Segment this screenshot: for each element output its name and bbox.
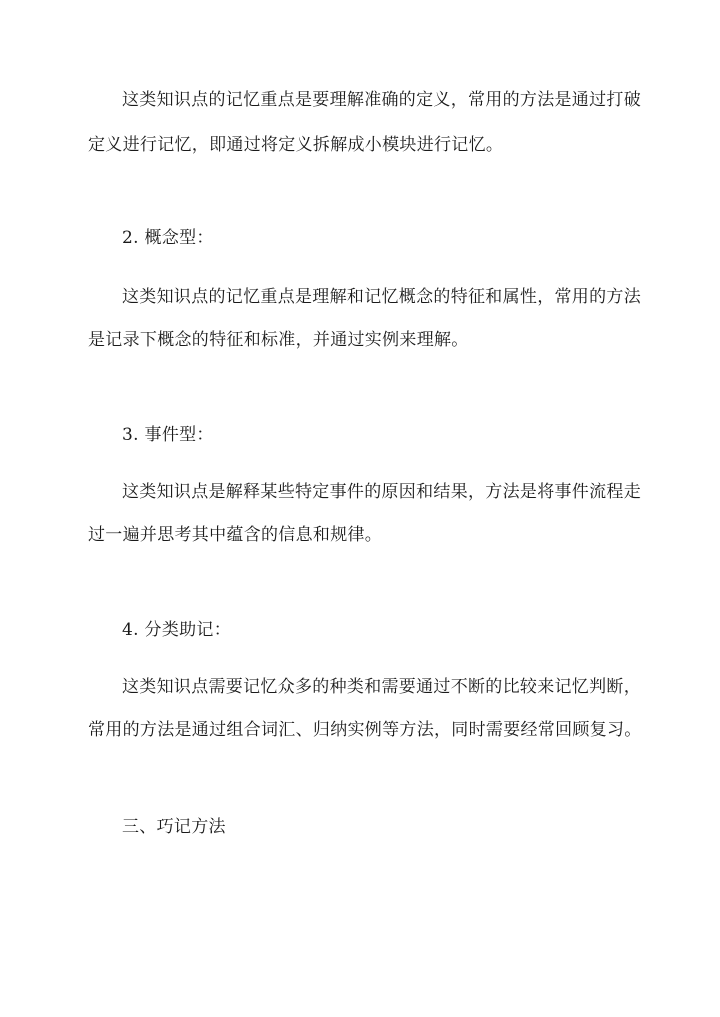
heading-classification-aid: 4. 分类助记： (122, 620, 232, 640)
section-heading-memory-methods: 三、巧记方法 (122, 817, 226, 837)
paragraph-event-line-2: 过一遍并思考其中蕴含的信息和规律。 (88, 525, 383, 545)
heading-concept-type: 2. 概念型： (122, 228, 214, 248)
paragraph-event-line-1: 这类知识点是解释某些特定事件的原因和结果，方法是将事件流程走 (122, 482, 641, 502)
paragraph-definition-line-2: 定义进行记忆，即通过将定义拆解成小模块进行记忆。 (88, 135, 504, 155)
paragraph-concept-line-1: 这类知识点的记忆重点是理解和记忆概念的特征和属性，常用的方法 (122, 287, 641, 307)
paragraph-concept-line-2: 是记录下概念的特征和标准，并通过实例来理解。 (88, 330, 469, 350)
heading-event-type: 3. 事件型： (122, 425, 214, 445)
paragraph-classification-line-1: 这类知识点需要记忆众多的种类和需要通过不断的比较来记忆判断， (122, 677, 641, 697)
paragraph-definition-line-1: 这类知识点的记忆重点是要理解准确的定义，常用的方法是通过打破 (122, 90, 641, 110)
paragraph-classification-line-2: 常用的方法是通过组合词汇、归纳实例等方法，同时需要经常回顾复习。 (88, 720, 642, 740)
